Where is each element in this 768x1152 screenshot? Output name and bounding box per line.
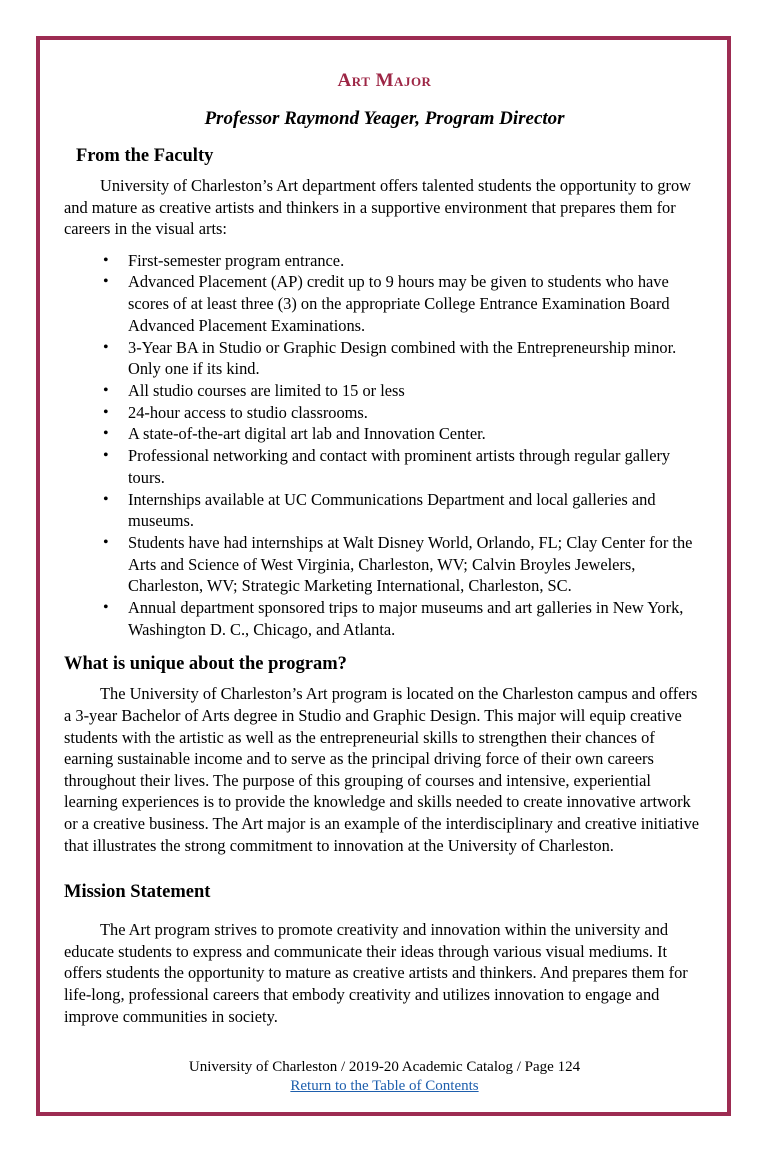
list-item: • Advanced Placement (AP) credit up to 9 hours may be given to students who have scores of at least three (3) on the appropriate College Entrance Examination Board Advanced Placement Examinations.	[128, 271, 705, 336]
section-heading-mission-statement: Mission Statement	[64, 882, 211, 903]
program-features-list	[64, 250, 705, 641]
list-item: • 24-hour access to studio classrooms.	[128, 402, 705, 424]
list-item: • Internships available at UC Communications Department and local galleries and museums.	[128, 489, 705, 532]
page-title: Art Major	[337, 70, 432, 91]
list-item: • 3-Year BA in Studio or Graphic Design combined with the Entrepreneurship minor. Only one if its kind.	[128, 337, 705, 380]
mission-statement-paragraph: The Art program strives to promote creativity and innovation within the university and educate students to express and communicate their ideas through various visual mediums. It offers students the opportunity to mature as creative artists and thinkers. And prepares them for life-long, professional careers that embody creativity and utilizes innovation to engage and improve communities in society.	[64, 920, 688, 1026]
list-item: • Students have had internships at Walt Disney World, Orlando, FL; Clay Center for the Arts and Science of West Virginia, Charleston, WV; Calvin Broyles Jewelers, Charleston, WV; Strategic Marketing International, Charleston, SC.	[128, 532, 705, 597]
list-item: • All studio courses are limited to 15 or less	[128, 380, 705, 402]
section-heading-unique-program: What is unique about the program?	[64, 654, 347, 675]
list-item: • A state-of-the-art digital art lab and Innovation Center.	[128, 423, 705, 445]
section-heading-from-the-faculty: From the Faculty	[76, 146, 214, 166]
list-item: • Annual department sponsored trips to major museums and art galleries in New York, Washington D. C., Chicago, and Atlanta.	[128, 597, 705, 640]
table-of-contents-link[interactable]: Return to the Table of Contents	[290, 1078, 479, 1094]
list-item: • First-semester program entrance.	[128, 250, 705, 272]
unique-program-paragraph: The University of Charleston’s Art program is located on the Charleston campus and offers a 3-year Bachelor of Arts degree in Studio and Graphic Design. This major will equip creative students with the artistic as well as the entrepreneurial skills to strengthen their chances of earning sustainable income and to serve as the principal driving force of their own careers throughout their lives. The purpose of this grouping of courses and intensive, experiential learning experiences is to provide the knowledge and skills needed to create innovative artwork or a creative business. The Art major is an example of the interdisciplinary and creative initiative that illustrates the strong commitment to innovation at the University of Charleston.	[64, 684, 700, 855]
program-director-subtitle: Professor Raymond Yeager, Program Director	[204, 108, 565, 129]
list-item: • Professional networking and contact with prominent artists through regular gallery tours.	[128, 445, 705, 488]
faculty-intro-paragraph: University of Charleston’s Art department offers talented students the opportunity to grow and mature as creative artists and thinkers in a supportive environment that prepares them for careers in the visual arts:	[64, 176, 692, 239]
page-frame	[36, 36, 731, 1116]
footer-text: University of Charleston / 2019-20 Academic Catalog / Page 124	[188, 1059, 581, 1075]
page-footer	[64, 1058, 705, 1100]
